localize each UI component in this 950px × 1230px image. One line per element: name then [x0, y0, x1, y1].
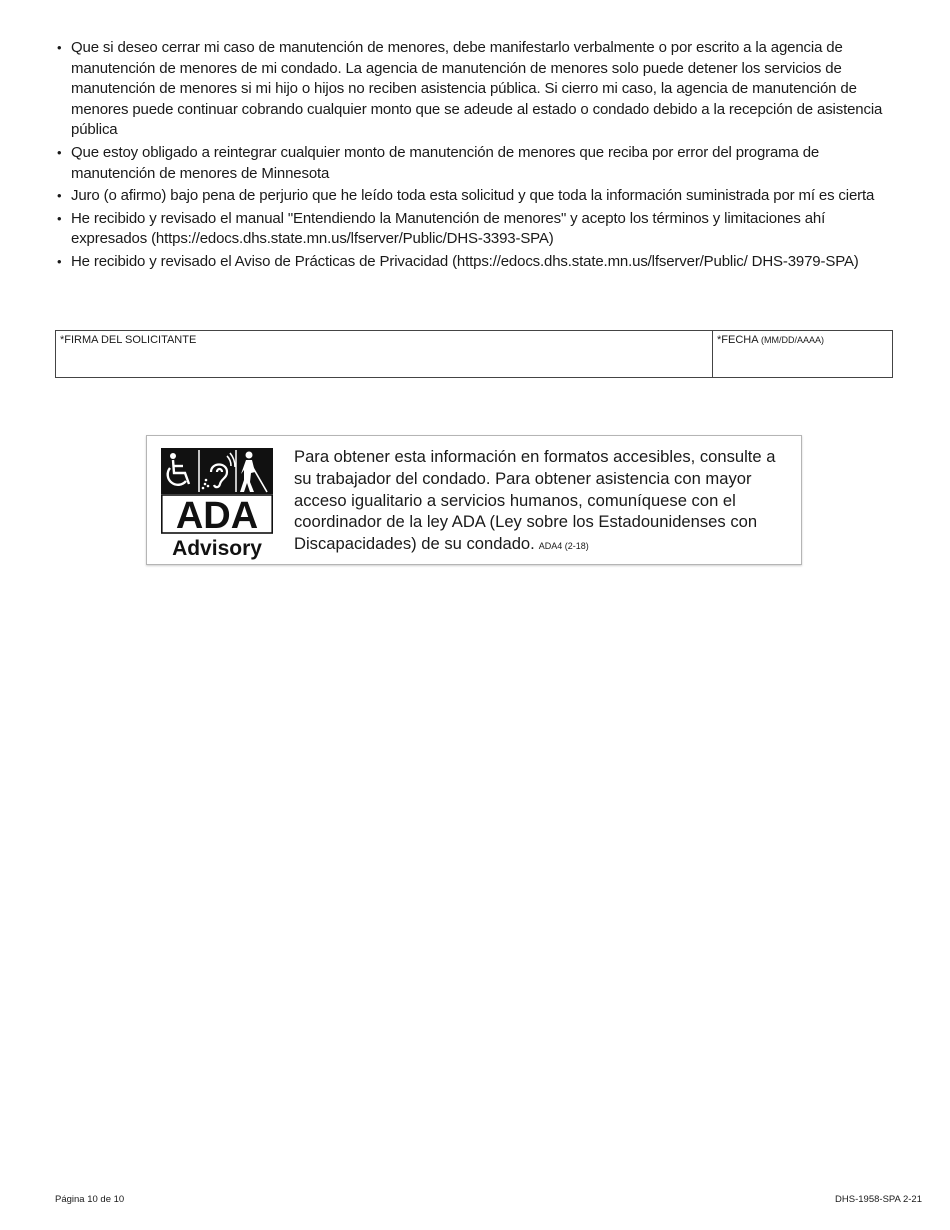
ada-form-code: ADA4 (2-18): [538, 541, 589, 552]
ada-advisory-text: Advisory: [172, 537, 262, 560]
form-id: DHS-1958-SPA 2-21: [835, 1194, 922, 1205]
signature-table: [55, 330, 893, 378]
acknowledgement-item: • Juro (o afirmo) bajo pena de perjurio que he leído toda esta solicitud y que toda la información suministrada por mí es cierta: [57, 187, 875, 205]
ada-notice: [294, 446, 794, 558]
acknowledgement-list: [56, 38, 896, 275]
ada-advisory-logo: [161, 448, 273, 560]
signature-date-label: *FECHA: [717, 334, 758, 346]
ada-notice-text: Para obtener esta información en formatos accesibles, consulte a su trabajador del condado. Para obtener asistencia con mayor acceso igualitario a servicios humanos, comuníquese con el coordinador de la ley ADA (Ley sobre los Estadounidenses con Discapacidades) de su condado.: [294, 447, 776, 554]
page-number: Página 10 de 10: [55, 1194, 125, 1205]
applicant-signature-field[interactable]: [56, 331, 713, 377]
acknowledgement-item: • He recibido y revisado el manual "Entendiendo la Manutención de menores" y acepto los términos y limitaciones ahí expresados (https://edocs.dhs.state.mn.us/lfserver/Public/DHS-3393-SPA): [57, 209, 826, 248]
ada-logo-text: ADA: [175, 495, 259, 537]
ada-advisory-box: [146, 435, 802, 565]
date-format-hint: (MM/DD/AAAA): [761, 335, 825, 345]
acknowledgement-item: • Que si deseo cerrar mi caso de manutención de menores, debe manifestarlo verbalmente o por escrito a la agencia de manutención de menores de mi condado. La agencia de manutención de menores solo puede detener los servicios de manutención de menores si mi hijo o hijos no reciben asistencia pública. Si cierro mi caso, la agencia de manutención de menores puede continuar cobrando cualquier monto que se adeude al estado o condado debido a la recepción de asistencia pública: [57, 39, 883, 139]
signature-date-field[interactable]: [713, 331, 892, 377]
acknowledgement-item: • He recibido y revisado el Aviso de Prácticas de Privacidad (https://edocs.dhs.state.mn.us/lfserver/Public/ DHS-3979-SPA): [57, 252, 859, 270]
applicant-signature-label: *FIRMA DEL SOLICITANTE: [60, 334, 197, 346]
acknowledgement-item: • Que estoy obligado a reintegrar cualquier monto de manutención de menores que reciba por error del programa de manutención de menores de Minnesota: [57, 143, 820, 182]
